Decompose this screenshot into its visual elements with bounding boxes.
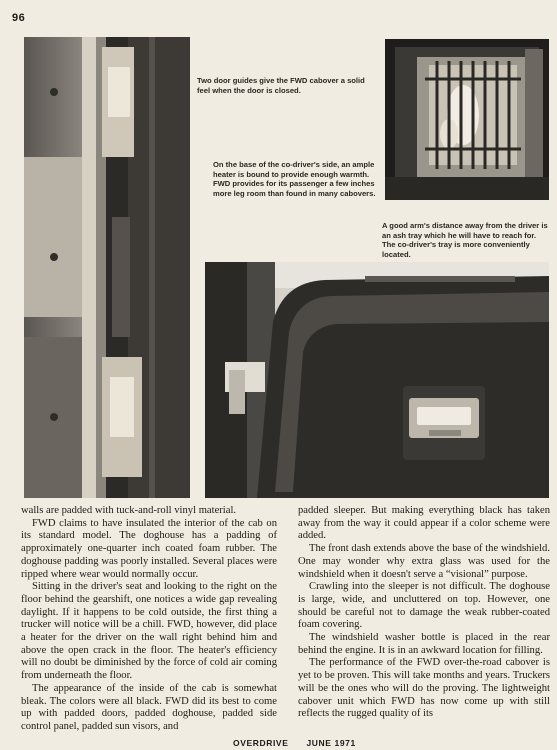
article-paragraph: Crawling into the sleeper is not difficult. The doghouse is large, wide, and uncluttered on top. However, one should be careful not to damage the weak rubber-coated foam covering.: [298, 581, 550, 631]
article-paragraph: FWD claims to have insulated the interior of the cab on its standard model. The doghouse has a padding of approximately one-quarter inch coated foam rubber. The doghouse padding was poorly installed. Several places were ripped where wear would normally occur.: [21, 517, 277, 580]
article-paragraph: The appearance of the inside of the cab is somewhat bleak. The colors were all black. FWD did its best to come up with padded doors, padded doghouse, padded side control panel, padded sun visors, and: [21, 682, 277, 732]
page-number: 96: [12, 12, 26, 24]
article-paragraph: Sitting in the driver's seat and looking to the right on the floor behind the gearshift, one notices a wide gap revealing daylight. If it happens to be cold outside, the first thing a trucker will notice will be a chill. FWD, however, did place a heater for the driver on the wall right behind him and above the open crack in the floor. The heater's efficiency will no doubt be diminished by the force of cold air coming from underneath the floor.: [21, 581, 277, 682]
page-footer: [233, 738, 356, 748]
issue-date: JUNE 1971: [306, 738, 356, 748]
article-paragraph: The front dash extends above the base of the windshield. One may wonder why extra glass was used for the windshield when it doesn't serve a “visional” purpose.: [298, 543, 550, 580]
ash-tray-caption: A good arm's distance away from the driver is an ash tray which he will have to reach for. The co-driver's tray is more conveniently located.: [382, 221, 548, 259]
article-paragraph: padded sleeper. But making everything black has taken away from the way it could appear if a color scheme were added.: [298, 505, 550, 542]
article-paragraph: walls are padded with tuck-and-roll vinyl material.: [21, 505, 237, 516]
article-column-left: [21, 505, 277, 734]
magazine-name: OVERDRIVE: [233, 738, 289, 748]
heater-photo: [385, 39, 549, 200]
heater-caption: On the base of the co-driver's side, an ample heater is bound to provide enough warmth. FWD provides for its passenger a few inches more leg room than found in many cabovers.: [213, 160, 376, 198]
door-guides-photo: [24, 37, 190, 498]
ash-tray-photo: [205, 262, 549, 498]
article-paragraph: The performance of the FWD over-the-road cabover is yet to be proven. This will take months and years. Truckers will be the ones who will do the proving. The lightweight cabover unit which FWD has now come up with still reflects the rugged quality of its: [298, 657, 550, 720]
door-guides-caption: Two door guides give the FWD cabover a solid feel when the door is closed.: [197, 76, 365, 95]
article-paragraph: The windshield washer bottle is placed in the rear behind the engine. It is in an awkward location for filling.: [298, 632, 550, 656]
article-column-right: [298, 505, 550, 721]
